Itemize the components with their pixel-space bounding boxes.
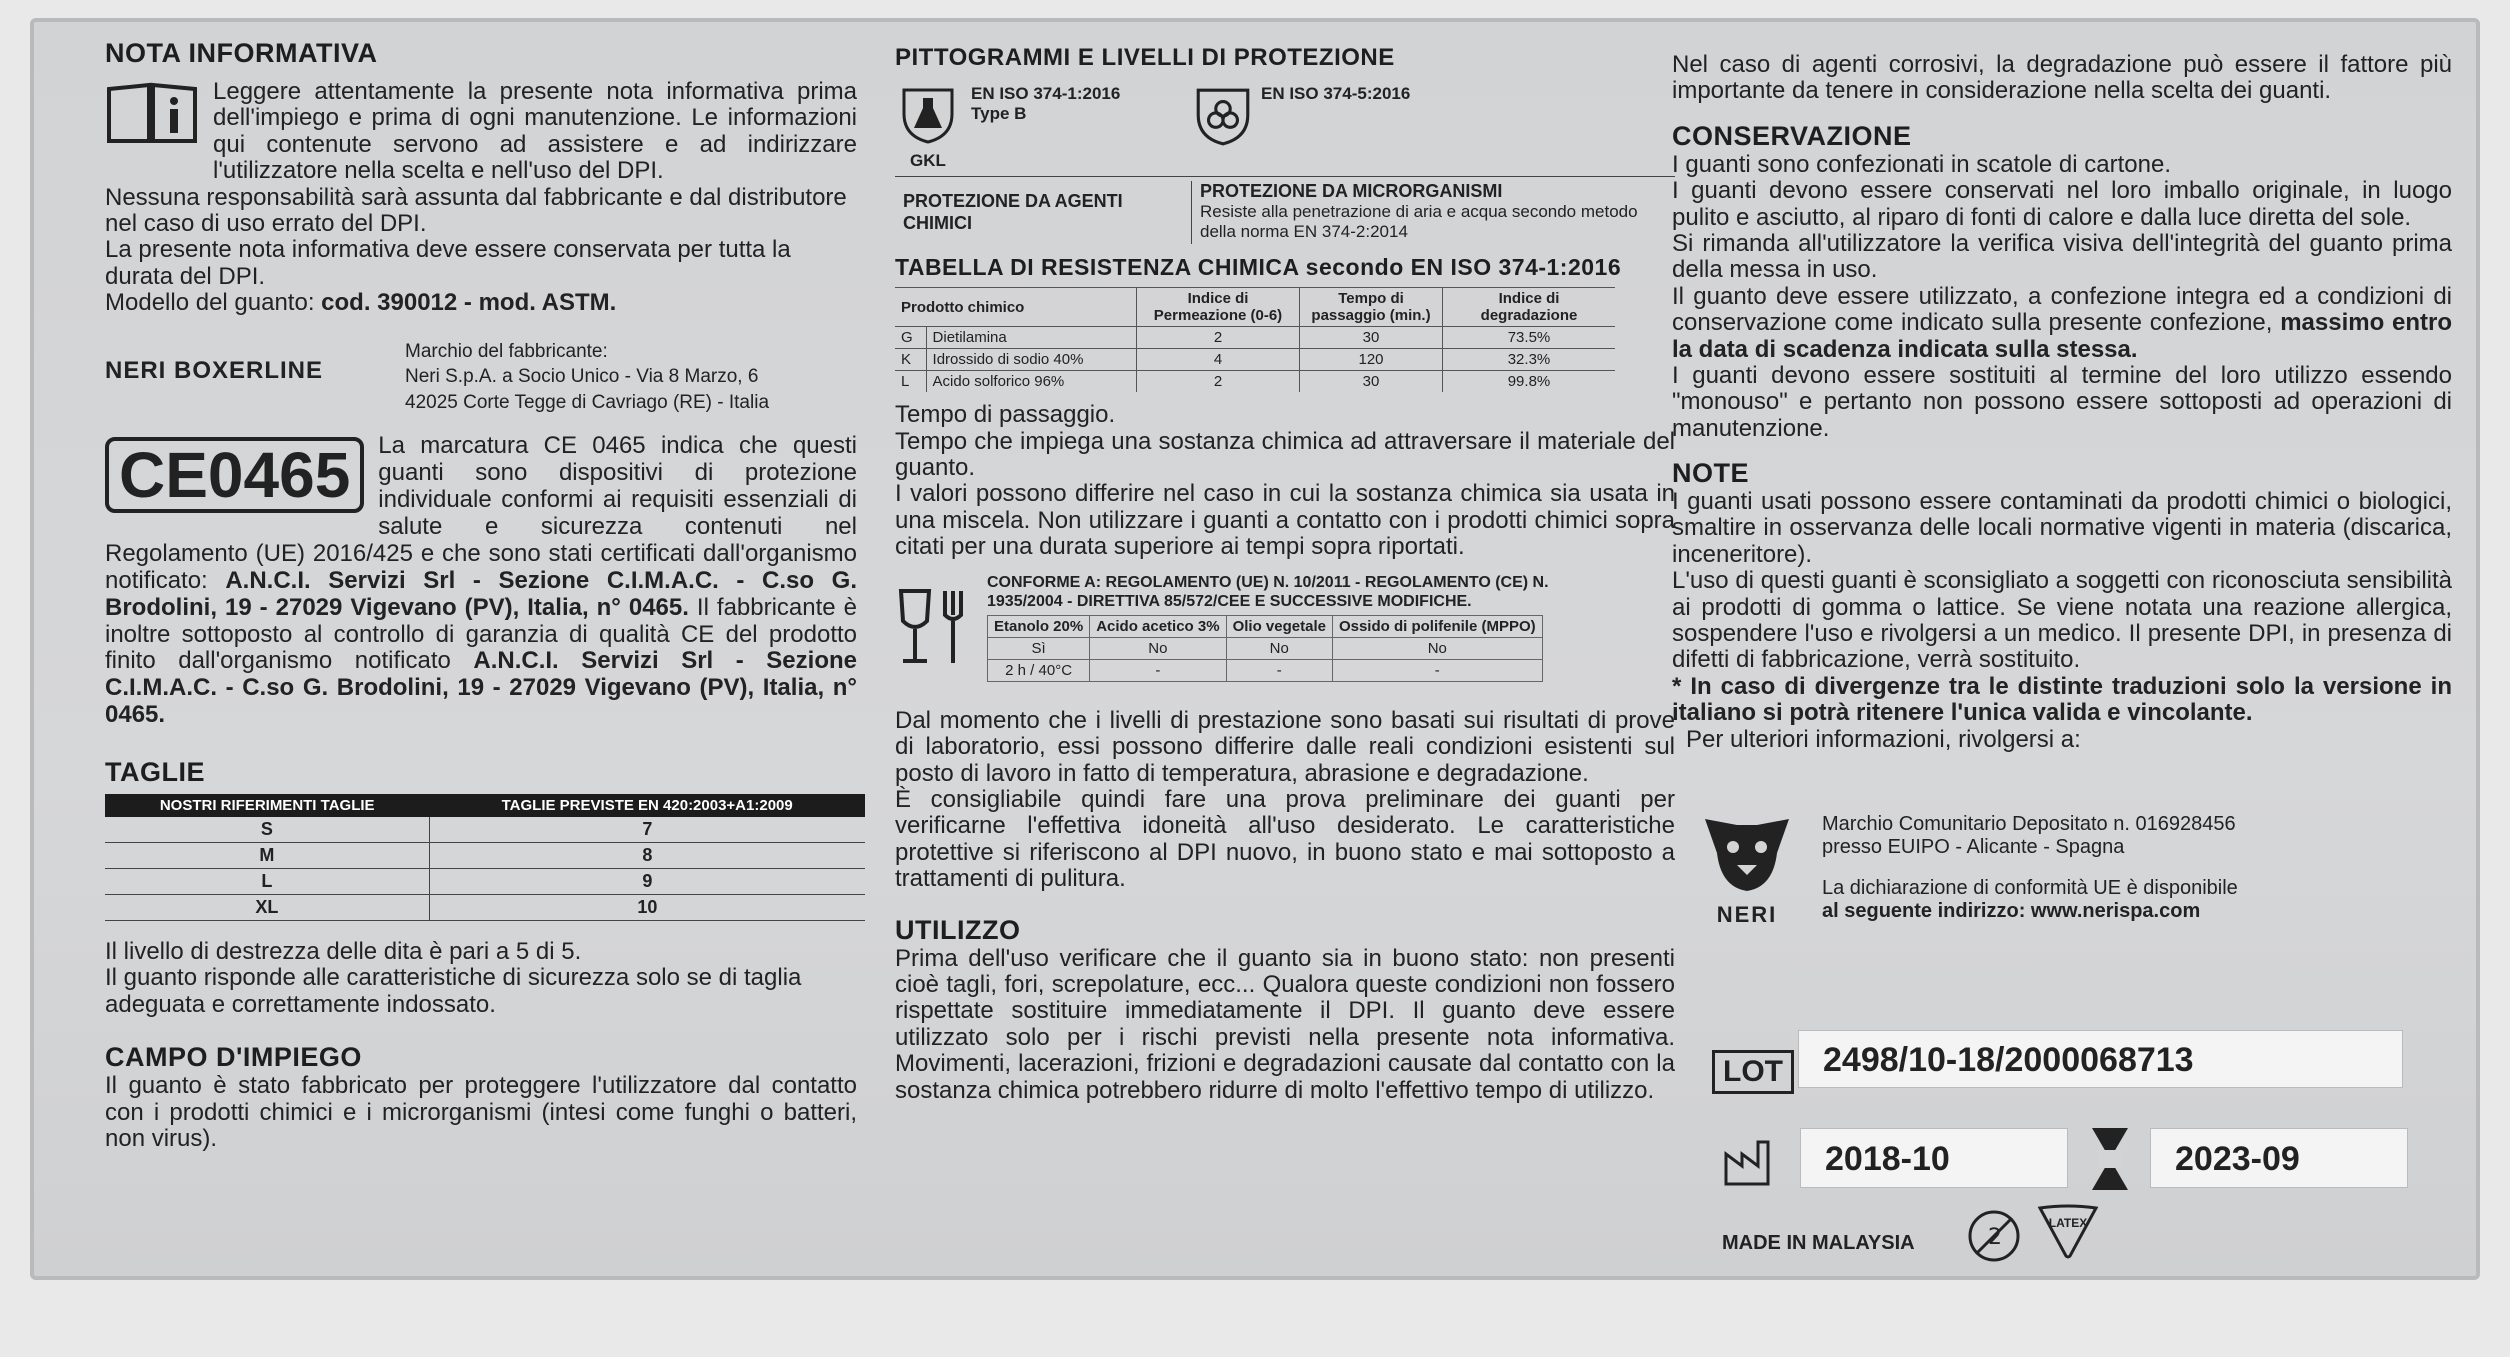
cons-text-5: I guanti devono essere sostituiti al termine del loro utilizzo essendo "monouso" e pertanto non possono essere sottoposti ad operazioni di manutenzione. bbox=[1672, 361, 2452, 442]
table-row: G Dietilamina 2 30 73.5% bbox=[895, 327, 1615, 349]
utilizzo-text: Prima dell'uso verificare che il guanto sia in buono stato: non presenti cioè tagli, fori, screpolature, ecc... Qualora queste condizioni non fossero rispettate sostituire immediatamente il DPI. Il guanto deve essere utilizzato solo per i rischi previsti nella presente nota informativa. Movimenti, lacerazioni, frizioni e degradazioni causate dal contatto con la sostanza chimica potrebbero ridurre di molto l'effettivo tempo di utilizzo. bbox=[895, 944, 1675, 1104]
campo-text: Il guanto è stato fabbricato per proteggere l'utilizzatore dal contatto con i prodotti chimici e i microrganismi (intesi come funghi o batteri, non virus). bbox=[105, 1072, 857, 1153]
table-row: L Acido solforico 96% 2 30 99.8% bbox=[895, 371, 1615, 393]
factory-icon bbox=[1722, 1136, 1784, 1188]
table-row: K Idrossido di sodio 40% 4 120 32.3% bbox=[895, 349, 1615, 371]
table-row: L 9 bbox=[105, 869, 865, 895]
brand-logo: NERI BOXERLINE bbox=[105, 356, 324, 384]
pictograms: GKL EN ISO 374-1:2016 Type B EN ISO 374-5:2016 bbox=[895, 84, 1675, 176]
table-row: M 8 bbox=[105, 843, 865, 869]
conservazione-title: CONSERVAZIONE bbox=[1672, 120, 1912, 151]
tempo-title: Tempo di passaggio. bbox=[895, 401, 1116, 429]
manufacturing-date: 2018-10 bbox=[1800, 1128, 2068, 1188]
book-info-icon bbox=[105, 79, 199, 145]
nota-section bbox=[105, 79, 857, 185]
food-contact-section: CONFORME A: REGOLAMENTO (UE) N. 10/2011 - REGOLAMENTO (CE) N. 1935/2004 - DIRETTIVA 85/572/CEE E SUCCESSIVE MODIFICHE. Etanolo 20% Acido acetico 3% Olio vegetale Ossido di polifenile (MPPO) Sì No No No 2 h / 40°C - - - bbox=[895, 573, 1675, 682]
cons-text-2: I guanti devono essere conservati nel loro imballo originale, in luogo pulito e asciutto, al riparo di fonti di calore e dalla luce diretta del sole. bbox=[1672, 177, 2452, 231]
note-title: NOTE bbox=[1672, 458, 1750, 489]
chemical-resistance-table: Prodotto chimico Indice di Permeazione (0-6) Tempo di passaggio (min.) Indice di degradazione G Dietilamina 2 30 73.5% K Idrossido di sodio 40% 4 120 32.3% L Acido solforico 96% 2 30 99.8% bbox=[895, 287, 1615, 392]
ce-mark: CE0465 bbox=[105, 437, 364, 513]
resist-title: TABELLA DI RESISTENZA CHIMICA secondo EN ISO 374-1:2016 bbox=[895, 254, 1622, 281]
note-text-1: I guanti usati possono essere contaminati da prodotti chimici o biologici, smaltire in osservanza delle locali normative vigenti in materia (discarica, inceneritore). bbox=[1672, 488, 2452, 568]
column-left bbox=[105, 38, 857, 1152]
tempo-text: Tempo che impiega una sostanza chimica ad attraversare il materiale del guanto. bbox=[895, 427, 1675, 481]
ce-section bbox=[105, 433, 857, 729]
no-reuse-icon bbox=[1966, 1208, 2022, 1264]
expiry-date: 2023-09 bbox=[2150, 1128, 2408, 1188]
protection-row: PROTEZIONE DA AGENTI CHIMICI PROTEZIONE DA MICRORGANISMI Resiste alla penetrazione di aria e acqua secondo metodo della norma EN 374-2:2014 bbox=[895, 176, 1675, 244]
sizes-table: NOSTRI RIFERIMENTI TAGLIE TAGLIE PREVISTE EN 420:2003+A1:2009 S 7 M 8 L 9 XL 10 bbox=[105, 794, 865, 921]
manufacturer-section bbox=[105, 339, 857, 416]
neri-info: NERI Marchio Comunitario Depositato n. 016928456 presso EUIPO - Alicante - Spagna La dichiarazione di conformità UE è disponibile al seguente indirizzo: www.nerispa.com bbox=[1672, 813, 2452, 928]
nota-text-3: La presente nota informativa deve essere conservata per tutta la durata del DPI. bbox=[105, 236, 791, 290]
table-row: S 7 bbox=[105, 817, 865, 843]
table-row: XL 10 bbox=[105, 895, 865, 921]
biohazard-icon bbox=[1191, 84, 1255, 148]
latex-badge: LATEX bbox=[2036, 1202, 2100, 1260]
taglie-title: TAGLIE bbox=[105, 757, 205, 788]
tempo-text-2: I valori possono differire nel caso in cui la sostanza chimica sia usata in una miscela. Non utilizzare i guanti a contatto con i prodotti chimici sopra citati per una durata superiore ai tempi sopra riportati. bbox=[895, 480, 1675, 561]
cons-text-4: Il guanto deve essere utilizzato, a confezione integra ed a condizioni di conservazione come indicato sulla presente confezione, massimo entro la data di scadenza indicata sulla stessa. bbox=[1672, 282, 2453, 363]
picto-code: GKL bbox=[910, 151, 946, 170]
lot-label: LOT bbox=[1712, 1050, 1794, 1094]
column-middle bbox=[895, 44, 1675, 1104]
cons-text-3: Si rimanda all'utilizzatore la verifica visiva dell'integrità del guanto prima della messa in uso. bbox=[1672, 229, 2452, 284]
chemical-flask-icon bbox=[898, 84, 958, 146]
svg-text:2: 2 bbox=[1988, 1225, 2002, 1250]
note-text-2: L'uso di questi guanti è sconsigliato a soggetti con riconosciuta sensibilità ai prodotti di gomma o lattice. Se viene notata una reazione allergica, sospendere l'uso e rivolgersi a un medico. Il presente DPI, in presenza di difetti di fabbricazione, verrà sostituito. bbox=[1672, 567, 2452, 674]
utilizzo-title: UTILIZZO bbox=[895, 914, 1021, 945]
nota-title: NOTA INFORMATIVA bbox=[105, 38, 378, 68]
made-in-label: MADE IN MALAYSIA bbox=[1722, 1232, 1915, 1254]
corrosive-text: Nel caso di agenti corrosivi, la degradazione può essere il fattore più importante da tenere in considerazione nella scelta dei guanti. bbox=[1672, 51, 2452, 105]
campo-title: CAMPO D'IMPIEGO bbox=[105, 1042, 362, 1073]
note-text-3: * In caso di divergenze tra le distinte traduzioni solo la versione in italiano si potrà ritenere l'unica valida e vincolante. bbox=[1672, 672, 2452, 727]
manufacturer-info: Marchio del fabbricante: Neri S.p.A. a Socio Unico - Via 8 Marzo, 6 42025 Corte Tegge di Cavriago (RE) - Italia bbox=[405, 340, 770, 413]
ce-text: La marcatura CE 0465 indica che questi guanti sono dispositivi di protezione individuale conformi ai requisiti essenziali di salute e sicurezza contenuti nel Regolamento (UE) 2016/425 e che sono stati certificati dall'organismo notificato: A.N.C.I. Servizi Srl - Sezione C.I.M.A.C. - C.so G. Brodolini, 19 - 27029 Vigevano (PV), Italia, n° 0465. Il fabbricante è inoltre sottoposto al controllo di garanzia di qualità CE del prodotto finito dall'organismo notificato A.N.C.I. Servizi Srl - Sezione C.I.M.A.C. - C.so G. Brodolini, 19 - 27029 Vigevano (PV), Italia, n° 0465. bbox=[105, 432, 857, 729]
table-row: 2 h / 40°C - - - bbox=[988, 659, 1543, 681]
dexterity-text: Il livello di destrezza delle dita è pari a 5 di 5. bbox=[105, 938, 582, 966]
nota-text-1: Leggere attentamente la presente nota informativa prima dell'impiego e prima di ogni manutenzione. Le informazioni qui contenute servono ad assistere e ad indirizzare l'utilizzatore nella scelta e nell'uso del DPI. bbox=[213, 78, 857, 185]
neri-dog-logo-icon bbox=[1697, 813, 1797, 897]
glass-fork-icon bbox=[895, 581, 975, 671]
model-line: Modello del guanto: cod. 390012 - mod. ASTM. bbox=[105, 289, 617, 317]
table-row: Sì No No No bbox=[988, 637, 1543, 659]
lot-value: 2498/10-18/2000068713 bbox=[1798, 1030, 2403, 1088]
performance-text-1: Dal momento che i livelli di prestazione sono basati sui risultati di prove di laboratorio, essi possono differire dalle reali condizioni esistenti sul posto di lavoro in fatto di temperatura, abrasione e degradazione. bbox=[895, 706, 1675, 787]
performance-text-2: È consigliabile quindi fare una prova preliminare dei guanti per verificarne l'effettiva idoneità all'uso desiderato. Le caratteristiche protettive si riferiscono al DPI nuovo, in buono stato e mai sottoposto a trattamenti di pulitura. bbox=[895, 786, 1675, 893]
latex-triangle-icon bbox=[2036, 1202, 2100, 1260]
cons-text-1: I guanti sono confezionati in scatole di cartone. bbox=[1672, 150, 2171, 178]
hourglass-icon bbox=[2088, 1124, 2132, 1194]
picto-title: PITTOGRAMMI E LIVELLI DI PROTEZIONE bbox=[895, 44, 1395, 71]
food-contact-table: Etanolo 20% Acido acetico 3% Olio vegetale Ossido di polifenile (MPPO) Sì No No No 2 h / 40°C - - - bbox=[987, 615, 1543, 682]
note-text-4: Per ulteriori informazioni, rivolgersi a: bbox=[1686, 725, 2081, 753]
nota-text-2: Nessuna responsabilità sarà assunta dal fabbricante e dal distributore nel caso di uso errato del DPI. bbox=[105, 183, 847, 237]
column-right bbox=[1672, 52, 2452, 928]
size-note: Il guanto risponde alle caratteristiche di sicurezza solo se di taglia adeguata e correttamente indossato. bbox=[105, 964, 802, 1018]
